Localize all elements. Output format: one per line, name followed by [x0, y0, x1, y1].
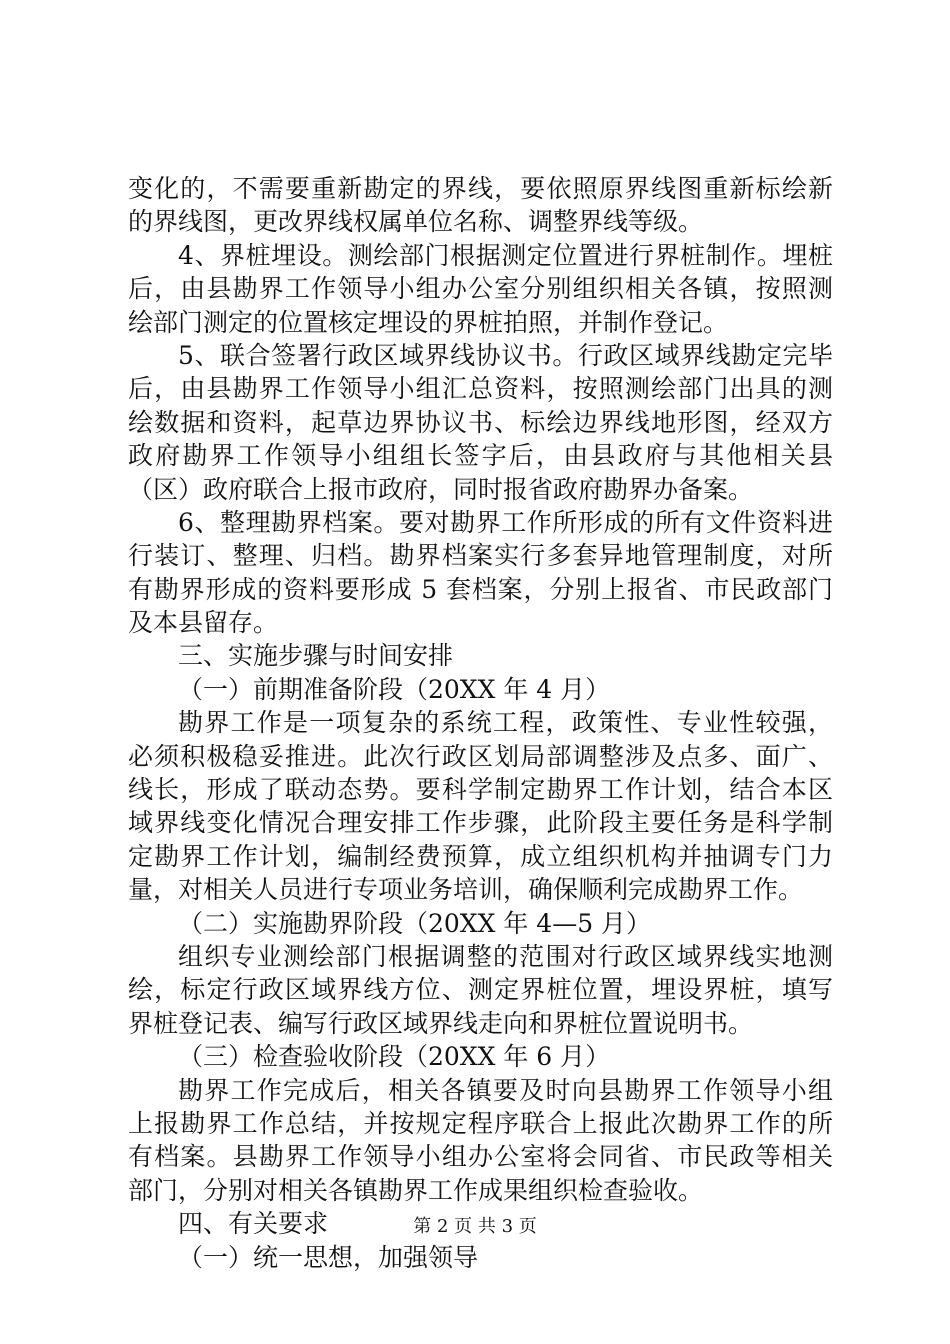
page-footer: 第 2 页 共 3 页 — [413, 1216, 537, 1237]
text-line: 勘界工作完成后，相关各镇要及时向县勘界工作领导小组 — [178, 1075, 833, 1105]
document-body — [128, 172, 833, 1274]
text-line: 变化的，不需要重新勘定的界线，要依照原界线图重新标绘新 — [128, 174, 833, 203]
text-line: 域界线变化情况合理安排工作步骤，此阶段主要任务是科学制 — [128, 808, 833, 838]
text-line: 上报勘界工作总结，并按规定程序联合上报此次勘界工作的所 — [128, 1108, 833, 1138]
text-line: 5、联合签署行政区域界线协议书。行政区域界线勘定完毕 — [178, 340, 833, 370]
text-line: 4、界桩埋设。测绘部门根据测定位置进行界桩制作。埋桩 — [178, 240, 833, 270]
text-line: 定勘界工作计划，编制经费预算，成立组织机构并抽调专门力 — [128, 841, 833, 871]
text-line: 组织专业测绘部门根据调整的范围对行政区域界线实地测 — [178, 941, 833, 971]
text-line: 量，对相关人员进行专项业务培训，确保顺利完成勘界工作。 — [128, 875, 804, 905]
text-line: （区）政府联合上报市政府，同时报省政府勘界办备案。 — [128, 474, 754, 504]
text-line: 绘部门测定的位置核定埋设的界桩拍照，并制作登记。 — [128, 307, 729, 337]
text-line: 勘界工作是一项复杂的系统工程，政策性、专业性较强， — [178, 708, 833, 738]
text-line: 6、整理勘界档案。要对勘界工作所形成的所有文件资料进 — [178, 507, 833, 537]
text-line: 三、实施步骤与时间安排 — [178, 641, 454, 671]
text-line: 政府勘界工作领导小组组长签字后，由县政府与其他相关县 — [128, 441, 833, 471]
text-line: 行装订、整理、归档。勘界档案实行多套异地管理制度，对所 — [128, 541, 833, 571]
text-line: 的界线图，更改界线权属单位名称、调整界线等级。 — [128, 207, 704, 237]
text-line: （一）统一思想，加强领导 — [178, 1242, 479, 1272]
text-line: 有档案。县勘界工作领导小组办公室将会同省、市民政等相关 — [128, 1142, 833, 1172]
text-line: 四、有关要求 — [178, 1209, 329, 1239]
text-line: 绘，标定行政区域界线方位、测定界桩位置，埋设界桩，填写 — [128, 975, 833, 1005]
text-line: 后，由县勘界工作领导小组汇总资料，按照测绘部门出具的测 — [128, 374, 833, 404]
text-line: 有勘界形成的资料要形成 5 套档案，分别上报省、市民政部门 — [128, 574, 833, 604]
text-line: 绘数据和资料，起草边界协议书、标绘边界线地形图，经双方 — [128, 407, 833, 437]
text-line: （三）检查验收阶段（20XX 年 6 月） — [178, 1042, 611, 1072]
text-line: （一）前期准备阶段（20XX 年 4 月） — [178, 674, 611, 704]
text-line: 部门，分别对相关各镇勘界工作成果组织检查验收。 — [128, 1175, 704, 1205]
text-line: （二）实施勘界阶段（20XX 年 4—5 月） — [178, 908, 652, 938]
text-line: 及本县留存。 — [128, 608, 279, 638]
text-line: 后，由县勘界工作领导小组办公室分别组织相关各镇，按照测 — [128, 274, 833, 304]
text-line: 界桩登记表、编写行政区域界线走向和界桩位置说明书。 — [128, 1008, 754, 1038]
text-line: 必须积极稳妥推进。此次行政区划局部调整涉及点多、面广、 — [128, 741, 833, 771]
text-line: 线长，形成了联动态势。要科学制定勘界工作计划，结合本区 — [128, 775, 833, 805]
